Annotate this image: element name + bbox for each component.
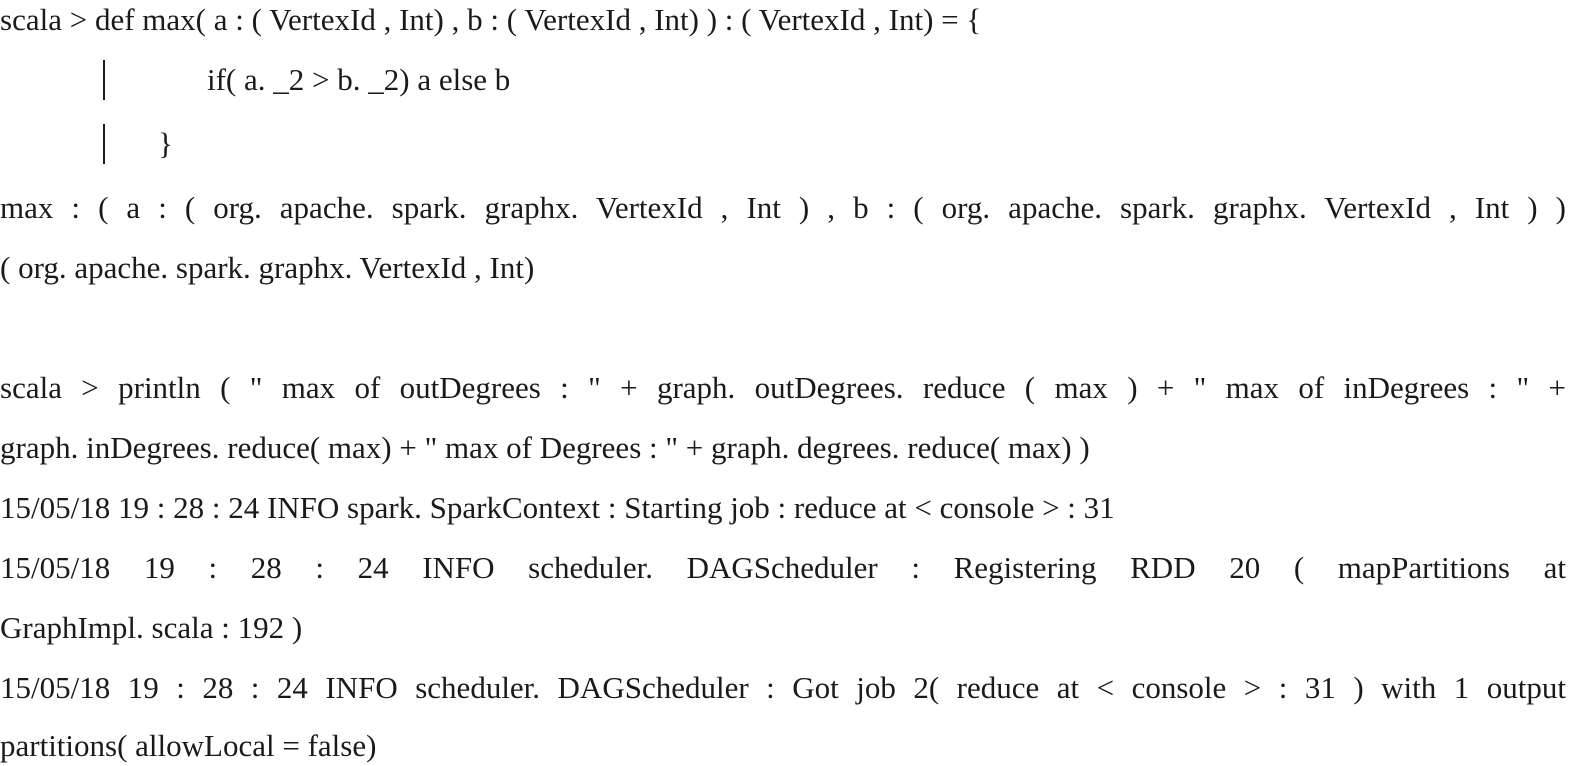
output-line-4: max : ( a : ( org. apache. spark. graphx. VertexId , Int ) , b : ( org. apache. spark. graphx. VertexId , Int ) ) <box>0 190 1566 225</box>
continuation-bar <box>103 124 105 164</box>
code-line-2: if( a. _2 > b. _2) a else b <box>207 62 511 97</box>
log-line-9: 15/05/18 19 : 28 : 24 INFO scheduler. DAGScheduler : Registering RDD 20 ( mapPartitions at <box>0 550 1566 585</box>
log-line-8: 15/05/18 19 : 28 : 24 INFO spark. SparkContext : Starting job : reduce at < console > : 31 <box>0 490 1115 525</box>
log-line-11: 15/05/18 19 : 28 : 24 INFO scheduler. DAGScheduler : Got job 2( reduce at < console > : 31 ) with 1 output <box>0 670 1566 705</box>
code-line-3: } <box>158 126 173 161</box>
log-line-12: partitions( allowLocal = false) <box>0 728 377 763</box>
code-line-6: scala > println ( " max of outDegrees : " + graph. outDegrees. reduce ( max ) + " max of inDegrees : " + <box>0 370 1566 405</box>
continuation-bar <box>103 60 105 100</box>
code-line-7: graph. inDegrees. reduce( max) + " max of Degrees : " + graph. degrees. reduce( max) ) <box>0 430 1090 465</box>
code-line-1: scala > def max( a : ( VertexId , Int) , b : ( VertexId , Int) ) : ( VertexId , Int) = { <box>0 2 982 37</box>
output-line-5: ( org. apache. spark. graphx. VertexId , Int) <box>0 250 535 285</box>
log-line-10: GraphImpl. scala : 192 ) <box>0 610 303 645</box>
